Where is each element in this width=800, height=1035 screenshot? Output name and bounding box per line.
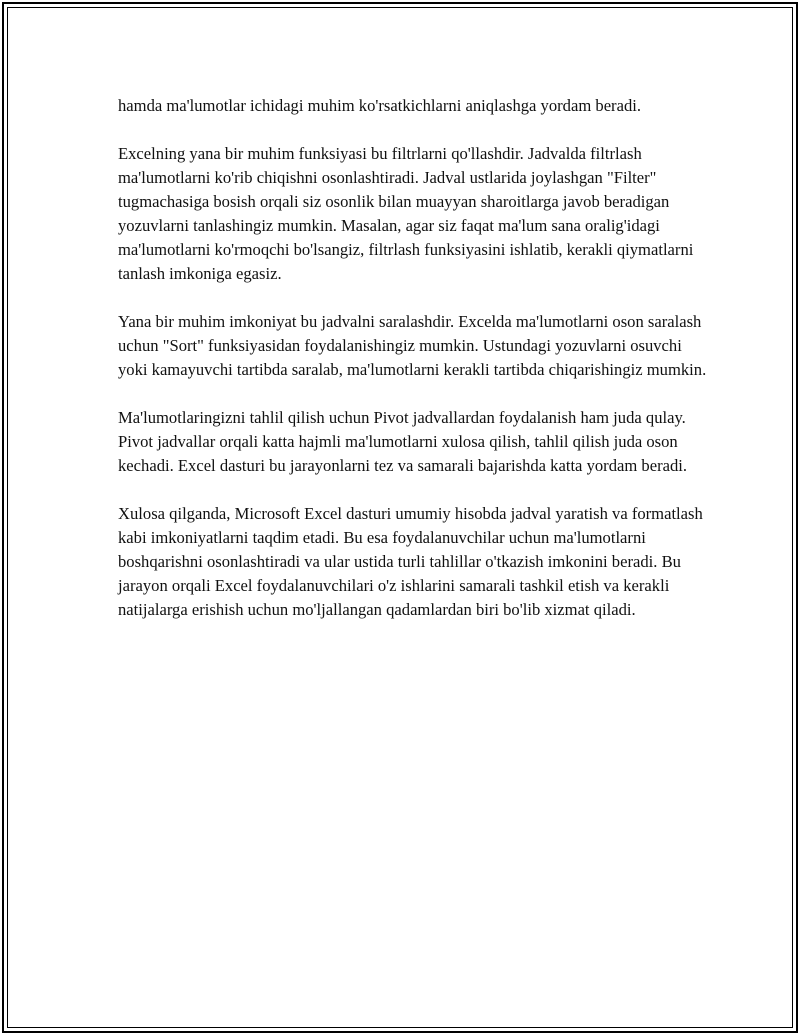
paragraph-pivot-tables: Ma'lumotlaringizni tahlil qilish uchun Pivot jadvallardan foydalanish ham juda qulay. Pivot jadvallar orqali katta hajmli ma'lumotlarni xulosa qilish, tahlil qilish juda oson kechadi. Excel dasturi bu jarayonlarni tez va samarali bajarishda katta yordam beradi. xyxy=(118,408,688,475)
paragraph-conclusion: Xulosa qilganda, Microsoft Excel dasturi umumiy hisobda jadval yaratish va formatlash kabi imkoniyatlarni taqdim etadi. Bu esa foydalanuvchilar uchun ma'lumotlarni boshqarishni osonlashtiradi va ular ustida turli tahlillar o'tkazish imkonini beradi. Bu jarayon orqali Excel foydalanuvchilari o'z ishlarini samarali tashkil etish va kerakli natijalarga erishish uchun mo'ljallangan qadamlardan biri bo'lib xizmat qiladi. xyxy=(118,504,703,619)
paragraph-sorting: Yana bir muhim imkoniyat bu jadvalni saralashdir. Excelda ma'lumotlarni oson saralash uchun "Sort" funksiyasidan foydalanishingiz mumkin. Ustundagi yozuvlarni osuvchi yoki kamayuvchi tartibda saralab, ma'lumotlarni kerakli tartibda chiqarishingiz mumkin. xyxy=(118,312,707,379)
paragraph-filters: Excelning yana bir muhim funksiyasi bu filtrlarni qo'llashdir. Jadvalda filtrlash ma'lumotlarni ko'rib chiqishni osonlashtiradi. Jadval ustlarida joylashgan "Filter" tugmachasiga bosish orqali siz osonlik bilan muayyan sharoitlarga javob beradigan yozuvlarni tanlashingiz mumkin. Masalan, agar siz faqat ma'lum sana oralig'idagi ma'lumotlarni ko'rmoqchi bo'lsangiz, filtrlash funksiyasini ishlatib, kerakli qiymatlarni tanlash imkoniga egasiz. xyxy=(118,144,694,283)
document-body xyxy=(118,94,708,646)
paragraph-intro-continuation: hamda ma'lumotlar ichidagi muhim ko'rsatkichlarni aniqlashga yordam beradi. xyxy=(118,96,642,115)
